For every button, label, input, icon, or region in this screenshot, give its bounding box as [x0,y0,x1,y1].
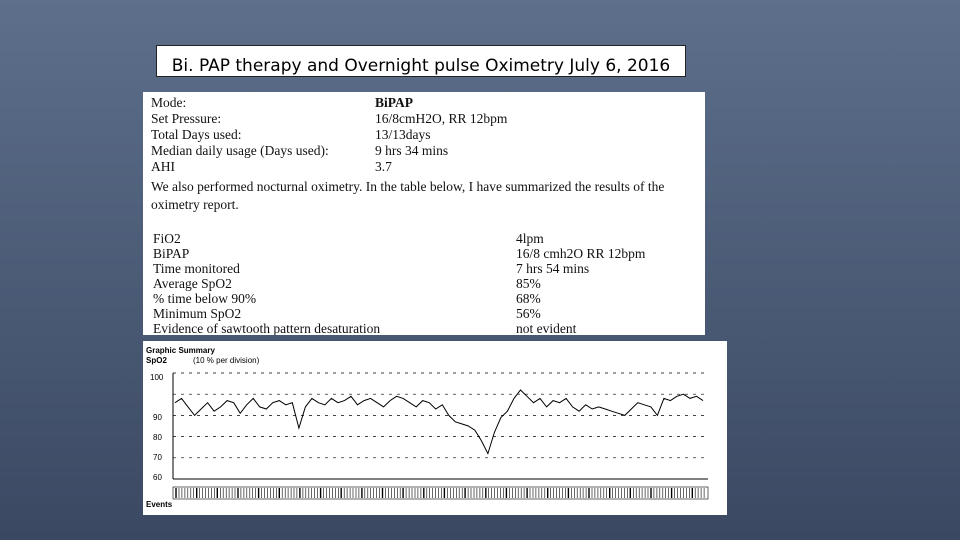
report-value: BiPAP [375,95,413,110]
oximetry-label: Minimum SpO2 [153,306,242,321]
report-value: 3.7 [375,159,392,174]
events-markers [176,488,704,498]
oximetry-value: 16/8 cmh2O RR 12bpm [516,246,646,261]
report-label: Set Pressure: [151,111,222,126]
oximetry-value: not evident [516,321,577,335]
oximetry-label: FiO2 [153,231,181,246]
slide-title: Bi. PAP therapy and Overnight pulse Oximetry July 6, 2016 [171,56,671,76]
report-scan [143,92,705,335]
report-label: Total Days used: [151,127,242,142]
report-label: Median daily usage (Days used): [151,143,329,158]
graph-channel-label: SpO2 [146,356,167,365]
oximetry-value: 4lpm [516,231,544,246]
report-value: 9 hrs 34 mins [375,143,449,158]
spo2-trace-line [175,390,703,454]
y-tick-label: 100 [150,373,164,382]
y-tick-label: 70 [153,453,162,462]
oximetry-value: 85% [516,276,541,291]
y-tick-label: 60 [153,473,162,482]
y-tick-label: 90 [153,413,162,422]
report-label: Mode: [151,95,187,110]
report-paragraph: We also performed nocturnal oximetry. In the table below, I have summarized the results of the oximetry report. [151,179,665,212]
graph-scale-note: (10 % per division) [193,356,260,365]
graph-title: Graphic Summary [146,346,215,355]
events-label: Events [146,500,173,509]
oximetry-value: 68% [516,291,541,306]
oximetry-label: % time below 90% [153,291,257,306]
slide-title-box [156,45,686,77]
oximetry-label: BiPAP [153,246,190,261]
oximetry-graph-panel [143,341,727,515]
oximetry-label: Time monitored [153,261,240,276]
report-value: 16/8cmH2O, RR 12bpm [375,111,508,126]
oximetry-value: 7 hrs 54 mins [516,261,590,276]
oximetry-value: 56% [516,306,541,321]
oximetry-label: Average SpO2 [153,276,232,291]
spo2-chart [143,341,727,515]
oximetry-label: Evidence of sawtooth pattern desaturation [153,321,381,335]
report-value: 13/13days [375,127,431,142]
events-strip [173,487,708,499]
y-tick-label: 80 [153,433,162,442]
report-label: AHI [151,159,175,174]
